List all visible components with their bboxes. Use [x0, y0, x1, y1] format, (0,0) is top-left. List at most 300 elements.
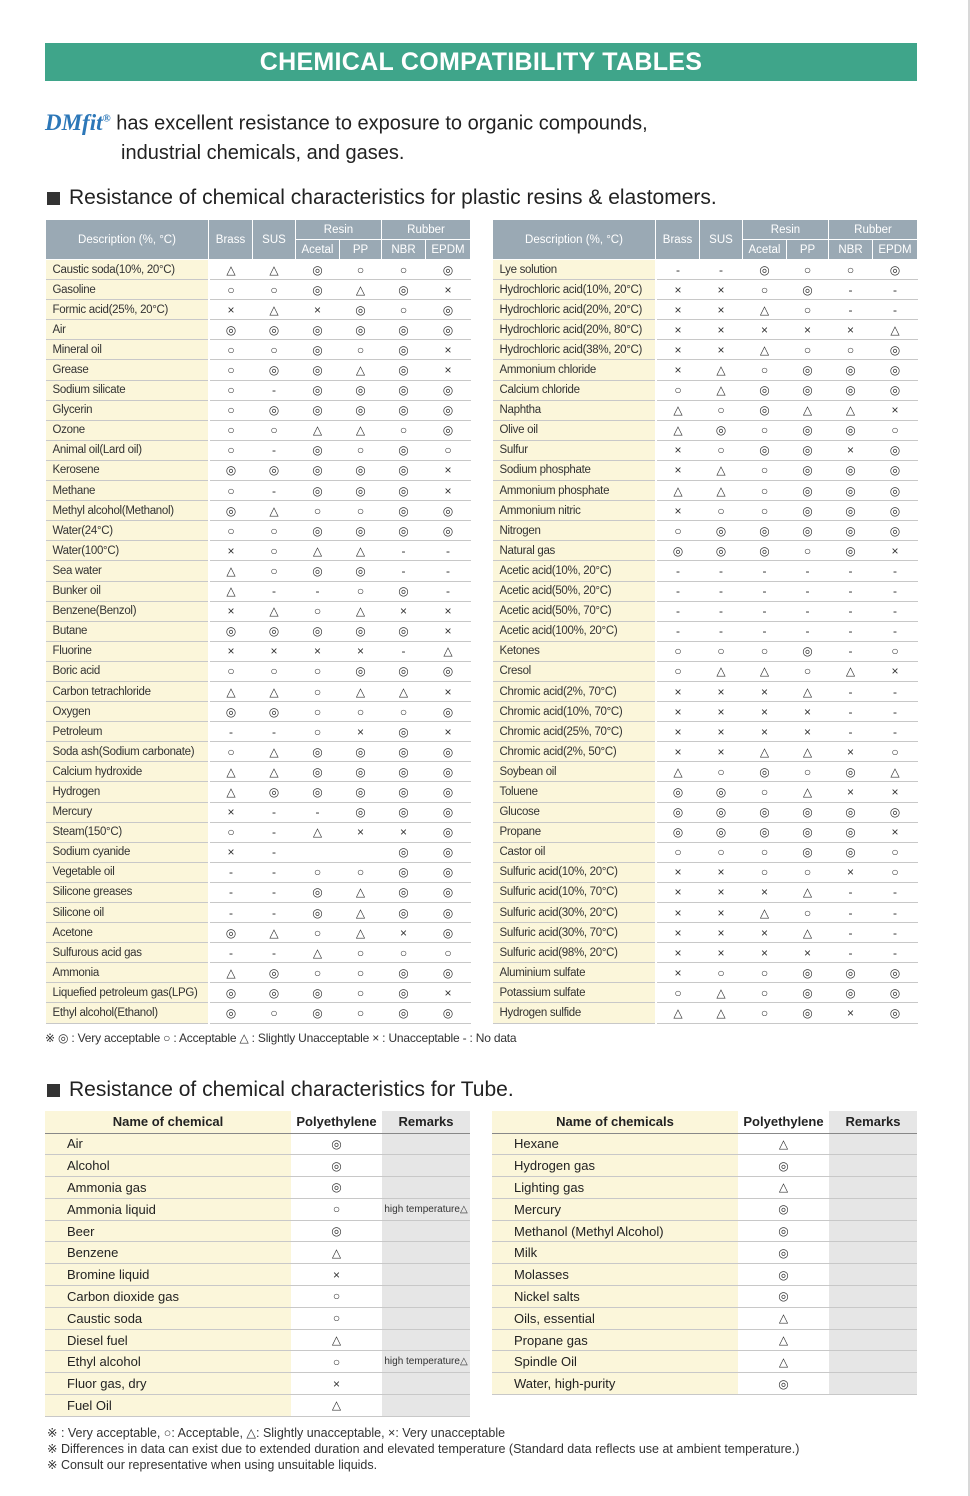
- table-row: [493, 561, 918, 581]
- rating-cell: △: [656, 400, 700, 420]
- table-row: [46, 300, 471, 320]
- section2-title: [47, 1078, 514, 1102]
- table-row: [46, 702, 471, 722]
- rating-cell: ◎: [743, 400, 787, 420]
- rating-cell: ○: [700, 440, 743, 460]
- rating-cell: ◎: [382, 983, 426, 1003]
- rating-cell: ○: [743, 1003, 787, 1023]
- chemical-name: Glycerin: [46, 400, 209, 420]
- rating-cell: ○: [656, 842, 700, 862]
- chemical-name: Ethyl alcohol: [45, 1351, 291, 1373]
- rating-cell: ○: [700, 842, 743, 862]
- rating-cell: ◎: [382, 862, 426, 882]
- polyethylene-rating: ○: [291, 1351, 382, 1373]
- polyethylene-rating: △: [738, 1329, 829, 1351]
- chemical-name: Lighting gas: [492, 1177, 738, 1199]
- section1-title: [47, 186, 717, 210]
- rating-cell: ○: [340, 862, 382, 882]
- table-row: [46, 1003, 471, 1023]
- rating-cell: ◎: [340, 742, 382, 762]
- rating-cell: ◎: [426, 521, 471, 541]
- rating-cell: -: [253, 440, 296, 460]
- table-row: [45, 1242, 470, 1264]
- rating-cell: ×: [426, 481, 471, 501]
- table-row: [493, 1003, 918, 1023]
- rating-cell: ◎: [209, 702, 253, 722]
- rating-cell: ×: [656, 440, 700, 460]
- rating-cell: ×: [340, 722, 382, 742]
- bullet-square-icon: [47, 1084, 60, 1097]
- col-group-resin: Resin: [743, 220, 829, 240]
- table-row: [493, 923, 918, 943]
- table-row: [493, 641, 918, 661]
- rating-cell: ◎: [209, 1003, 253, 1023]
- remarks-cell: [829, 1220, 917, 1242]
- table-row: [492, 1133, 917, 1155]
- col-epdm: EPDM: [426, 240, 471, 260]
- rating-cell: ○: [656, 641, 700, 661]
- rating-cell: ×: [209, 300, 253, 320]
- rating-cell: -: [296, 802, 340, 822]
- rating-cell: ◎: [873, 501, 918, 521]
- rating-cell: ◎: [829, 541, 873, 561]
- rating-cell: △: [787, 400, 829, 420]
- rating-cell: -: [209, 722, 253, 742]
- chemical-name: Sodium silicate: [46, 380, 209, 400]
- rating-cell: ×: [743, 681, 787, 701]
- remarks-cell: high temperature△: [382, 1351, 470, 1373]
- table-row: [45, 1286, 470, 1308]
- rating-cell: ○: [340, 440, 382, 460]
- chemical-name: Ketones: [493, 641, 656, 661]
- rating-cell: ◎: [426, 822, 471, 842]
- rating-cell: △: [700, 983, 743, 1003]
- rating-cell: ×: [426, 983, 471, 1003]
- rating-cell: ◎: [296, 440, 340, 460]
- table-row: [493, 581, 918, 601]
- table-row: [493, 661, 918, 681]
- rating-cell: -: [873, 300, 918, 320]
- rating-cell: ×: [829, 782, 873, 802]
- rating-cell: △: [253, 300, 296, 320]
- rating-cell: △: [296, 420, 340, 440]
- rating-cell: ◎: [426, 300, 471, 320]
- rating-cell: △: [340, 280, 382, 300]
- table-row: [46, 762, 471, 782]
- rating-cell: ◎: [743, 541, 787, 561]
- rating-cell: ◎: [426, 400, 471, 420]
- rating-cell: ○: [382, 420, 426, 440]
- table-row: [45, 1155, 470, 1177]
- chemical-name: Mercury: [492, 1198, 738, 1220]
- rating-cell: ×: [787, 320, 829, 340]
- rating-cell: -: [873, 581, 918, 601]
- table-row: [46, 923, 471, 943]
- rating-cell: ◎: [787, 440, 829, 460]
- rating-cell: △: [340, 882, 382, 902]
- chemical-name: Acetic acid(10%, 20°C): [493, 561, 656, 581]
- table-row: [46, 400, 471, 420]
- rating-cell: ×: [873, 782, 918, 802]
- chemical-name: Sodium phosphate: [493, 460, 656, 480]
- rating-cell: ×: [340, 641, 382, 661]
- rating-cell: ◎: [340, 561, 382, 581]
- rating-cell: ×: [656, 923, 700, 943]
- footnote: ※ Consult our representative when using unsuitable liquids.: [47, 1458, 378, 1472]
- chemical-name: Chromic acid(10%, 70°C): [493, 702, 656, 722]
- rating-cell: ◎: [873, 983, 918, 1003]
- rating-cell: ◎: [340, 320, 382, 340]
- chemical-name: Fuel Oil: [45, 1395, 291, 1417]
- table-row: [493, 963, 918, 983]
- rating-cell: ○: [253, 521, 296, 541]
- rating-cell: △: [656, 1003, 700, 1023]
- chemical-name: Hydrochloric acid(20%, 80°C): [493, 320, 656, 340]
- rating-cell: △: [700, 1003, 743, 1023]
- rating-cell: ◎: [296, 260, 340, 280]
- rating-cell: ◎: [426, 963, 471, 983]
- col-group-rubber: Rubber: [382, 220, 471, 240]
- rating-cell: -: [829, 923, 873, 943]
- rating-cell: ○: [209, 661, 253, 681]
- rating-cell: △: [656, 481, 700, 501]
- rating-cell: △: [873, 320, 918, 340]
- chemical-name: Caustic soda: [45, 1307, 291, 1329]
- bullet-square-icon: [47, 192, 60, 205]
- section1-title-text: Resistance of chemical characteristics for plastic resins & elastomers.: [69, 186, 717, 209]
- chemical-name: Benzene: [45, 1242, 291, 1264]
- rating-cell: ○: [209, 340, 253, 360]
- rating-cell: ◎: [340, 481, 382, 501]
- chemical-name: Sulfuric acid(98%, 20°C): [493, 943, 656, 963]
- rating-cell: ◎: [296, 1003, 340, 1023]
- chemical-name: Oxygen: [46, 702, 209, 722]
- rating-cell: ◎: [743, 802, 787, 822]
- rating-cell: ×: [829, 440, 873, 460]
- rating-cell: ×: [209, 541, 253, 561]
- table-row: [46, 481, 471, 501]
- rating-cell: -: [873, 621, 918, 641]
- table-row: [46, 782, 471, 802]
- rating-cell: ◎: [700, 541, 743, 561]
- rating-cell: △: [829, 661, 873, 681]
- rating-cell: ○: [743, 481, 787, 501]
- rating-cell: -: [253, 822, 296, 842]
- rating-cell: ◎: [382, 621, 426, 641]
- rating-cell: -: [873, 702, 918, 722]
- table-row: [493, 983, 918, 1003]
- rating-cell: -: [209, 882, 253, 902]
- rating-cell: ×: [382, 601, 426, 621]
- rating-cell: ○: [340, 963, 382, 983]
- rating-cell: ◎: [426, 420, 471, 440]
- rating-cell: ○: [296, 702, 340, 722]
- chemical-name: Chromic acid(2%, 70°C): [493, 681, 656, 701]
- rating-cell: ○: [382, 260, 426, 280]
- rating-cell: ×: [426, 280, 471, 300]
- table-row: [46, 661, 471, 681]
- rating-cell: ○: [296, 681, 340, 701]
- table-row: [492, 1373, 917, 1395]
- chemical-name: Hexane: [492, 1133, 738, 1155]
- rating-cell: -: [700, 260, 743, 280]
- rating-cell: ○: [296, 963, 340, 983]
- rating-cell: ◎: [787, 802, 829, 822]
- table-row: [493, 320, 918, 340]
- rating-cell: ◎: [829, 521, 873, 541]
- rating-cell: -: [426, 581, 471, 601]
- rating-cell: ◎: [873, 440, 918, 460]
- rating-cell: △: [253, 742, 296, 762]
- remarks-cell: [382, 1373, 470, 1395]
- rating-cell: △: [253, 260, 296, 280]
- rating-cell: △: [787, 923, 829, 943]
- table-row: [46, 360, 471, 380]
- chem-table-right: [492, 219, 918, 1024]
- rating-cell: ◎: [656, 541, 700, 561]
- polyethylene-rating: △: [738, 1177, 829, 1199]
- rating-cell: ◎: [787, 280, 829, 300]
- rating-cell: ◎: [382, 481, 426, 501]
- rating-cell: -: [253, 943, 296, 963]
- table-row: [46, 420, 471, 440]
- table-row: [46, 601, 471, 621]
- table-row: [493, 340, 918, 360]
- rating-cell: ○: [787, 260, 829, 280]
- chemical-name: Olive oil: [493, 420, 656, 440]
- rating-cell: ×: [700, 300, 743, 320]
- rating-cell: ◎: [743, 762, 787, 782]
- rating-cell: ◎: [382, 581, 426, 601]
- rating-cell: ◎: [253, 983, 296, 1003]
- table-row: [493, 440, 918, 460]
- table-row: [46, 380, 471, 400]
- rating-cell: ◎: [743, 260, 787, 280]
- rating-cell: ◎: [382, 440, 426, 460]
- rating-cell: ◎: [340, 621, 382, 641]
- chemical-name: Chromic acid(2%, 50°C): [493, 742, 656, 762]
- rating-cell: ◎: [426, 320, 471, 340]
- footnote: ※ Differences in data can exist due to extended duration and elevated temperature (Standard data reflects use at ambient temperature.): [47, 1442, 800, 1456]
- rating-cell: ○: [743, 280, 787, 300]
- rating-cell: -: [209, 943, 253, 963]
- rating-cell: ○: [296, 501, 340, 521]
- rating-cell: ◎: [700, 802, 743, 822]
- chemical-name: Ethyl alcohol(Ethanol): [46, 1003, 209, 1023]
- rating-cell: ◎: [829, 481, 873, 501]
- rating-cell: △: [743, 300, 787, 320]
- table-row: [493, 360, 918, 380]
- table-row: [46, 842, 471, 862]
- remarks-cell: [382, 1264, 470, 1286]
- rating-cell: ◎: [426, 501, 471, 521]
- rating-cell: ◎: [743, 380, 787, 400]
- rating-cell: -: [382, 641, 426, 661]
- table-row: [493, 802, 918, 822]
- rating-cell: ○: [209, 521, 253, 541]
- chemical-name: Caustic soda(10%, 20°C): [46, 260, 209, 280]
- table-row: [46, 742, 471, 762]
- chemical-name: Sulfur: [493, 440, 656, 460]
- table-row: [45, 1220, 470, 1242]
- rating-cell: ○: [656, 983, 700, 1003]
- remarks-cell: [829, 1198, 917, 1220]
- rating-cell: ×: [426, 621, 471, 641]
- rating-cell: ×: [700, 681, 743, 701]
- rating-cell: ×: [873, 822, 918, 842]
- rating-cell: ◎: [829, 963, 873, 983]
- section2-title-text: Resistance of chemical characteristics for Tube.: [69, 1078, 514, 1101]
- table-row: [46, 320, 471, 340]
- polyethylene-rating: ◎: [738, 1155, 829, 1177]
- rating-cell: ○: [743, 460, 787, 480]
- rating-cell: △: [296, 943, 340, 963]
- rating-cell: ◎: [656, 782, 700, 802]
- chemical-name: Sulfuric acid(10%, 70°C): [493, 882, 656, 902]
- rating-cell: -: [656, 260, 700, 280]
- rating-cell: △: [743, 340, 787, 360]
- rating-cell: ◎: [340, 802, 382, 822]
- rating-cell: ◎: [340, 521, 382, 541]
- rating-cell: ×: [656, 862, 700, 882]
- rating-cell: ×: [700, 862, 743, 882]
- rating-cell: ○: [787, 541, 829, 561]
- rating-cell: -: [743, 601, 787, 621]
- rating-cell: △: [340, 541, 382, 561]
- rating-cell: ×: [787, 722, 829, 742]
- chemical-name: Petroleum: [46, 722, 209, 742]
- polyethylene-rating: ◎: [291, 1220, 382, 1242]
- table-row: [493, 722, 918, 742]
- chemical-name: Ammonia: [46, 963, 209, 983]
- brand-name: DMfit®: [45, 109, 111, 135]
- table-row: [493, 501, 918, 521]
- chemical-name: Water(24°C): [46, 521, 209, 541]
- polyethylene-rating: ○: [291, 1307, 382, 1329]
- rating-cell: -: [829, 601, 873, 621]
- rating-cell: △: [253, 601, 296, 621]
- rating-cell: ◎: [382, 340, 426, 360]
- rating-cell: ◎: [296, 882, 340, 902]
- rating-cell: ×: [656, 702, 700, 722]
- chemical-name: Lye solution: [493, 260, 656, 280]
- rating-cell: ◎: [296, 521, 340, 541]
- rating-cell: ×: [787, 943, 829, 963]
- footnote: ※ : Very acceptable, ○: Acceptable, △: Slightly unacceptable, ×: Very unacceptable: [47, 1426, 506, 1440]
- chemical-name: Fluorine: [46, 641, 209, 661]
- rating-cell: ×: [700, 903, 743, 923]
- rating-cell: ◎: [340, 661, 382, 681]
- rating-cell: -: [253, 842, 296, 862]
- table-row: [492, 1198, 917, 1220]
- chemical-name: Ammonium phosphate: [493, 481, 656, 501]
- col-description: Description (%, °C): [493, 220, 656, 260]
- rating-cell: ◎: [340, 380, 382, 400]
- rating-cell: ×: [743, 882, 787, 902]
- rating-cell: ◎: [873, 1003, 918, 1023]
- rating-cell: ◎: [426, 260, 471, 280]
- table-row: [492, 1155, 917, 1177]
- rating-cell: ◎: [426, 923, 471, 943]
- rating-cell: -: [787, 561, 829, 581]
- rating-cell: ○: [253, 340, 296, 360]
- rating-cell: ◎: [426, 1003, 471, 1023]
- remarks-cell: [829, 1242, 917, 1264]
- rating-cell: ◎: [426, 380, 471, 400]
- remarks-cell: [829, 1155, 917, 1177]
- table-row: [493, 460, 918, 480]
- remarks-cell: [829, 1307, 917, 1329]
- chemical-name: Natural gas: [493, 541, 656, 561]
- rating-cell: ◎: [382, 360, 426, 380]
- rating-cell: △: [340, 681, 382, 701]
- rating-cell: ○: [829, 340, 873, 360]
- chemical-name: Spindle Oil: [492, 1351, 738, 1373]
- rating-cell: ○: [700, 641, 743, 661]
- rating-cell: ×: [656, 681, 700, 701]
- chemical-name: Beer: [45, 1220, 291, 1242]
- chemical-name: Sea water: [46, 561, 209, 581]
- polyethylene-rating: ◎: [738, 1198, 829, 1220]
- rating-cell: -: [253, 722, 296, 742]
- rating-cell: -: [743, 621, 787, 641]
- rating-cell: ×: [700, 882, 743, 902]
- table-row: [45, 1133, 470, 1155]
- rating-cell: ◎: [382, 501, 426, 521]
- rating-cell: -: [787, 601, 829, 621]
- rating-cell: ◎: [296, 481, 340, 501]
- table-row: [493, 300, 918, 320]
- rating-cell: △: [787, 882, 829, 902]
- rating-cell: ×: [700, 280, 743, 300]
- table-row: [46, 943, 471, 963]
- chemical-name: Molasses: [492, 1264, 738, 1286]
- table-row: [493, 481, 918, 501]
- rating-cell: △: [700, 481, 743, 501]
- polyethylene-rating: ◎: [738, 1264, 829, 1286]
- remarks-cell: [829, 1329, 917, 1351]
- rating-cell: -: [829, 621, 873, 641]
- rating-cell: ○: [873, 641, 918, 661]
- chemical-name: Air: [46, 320, 209, 340]
- rating-cell: ◎: [873, 260, 918, 280]
- rating-cell: ○: [209, 742, 253, 762]
- rating-cell: ◎: [340, 460, 382, 480]
- rating-cell: ×: [656, 742, 700, 762]
- table-row: [46, 621, 471, 641]
- table-row: [492, 1351, 917, 1373]
- chemical-name: Formic acid(25%, 20°C): [46, 300, 209, 320]
- rating-cell: ◎: [829, 983, 873, 1003]
- rating-cell: △: [656, 762, 700, 782]
- table-row: [492, 1177, 917, 1199]
- chemical-name: Sulfuric acid(30%, 20°C): [493, 903, 656, 923]
- rating-cell: ◎: [382, 782, 426, 802]
- table-row: [493, 380, 918, 400]
- remarks-cell: [829, 1264, 917, 1286]
- chemical-name: Nitrogen: [493, 521, 656, 541]
- rating-cell: -: [253, 882, 296, 902]
- rating-cell: ◎: [382, 722, 426, 742]
- rating-cell: ◎: [873, 460, 918, 480]
- rating-cell: △: [296, 822, 340, 842]
- rating-cell: ○: [656, 380, 700, 400]
- rating-cell: ◎: [873, 963, 918, 983]
- rating-cell: ×: [382, 822, 426, 842]
- rating-cell: ×: [253, 641, 296, 661]
- chemical-name: Acetic acid(100%, 20°C): [493, 621, 656, 641]
- rating-cell: ×: [656, 360, 700, 380]
